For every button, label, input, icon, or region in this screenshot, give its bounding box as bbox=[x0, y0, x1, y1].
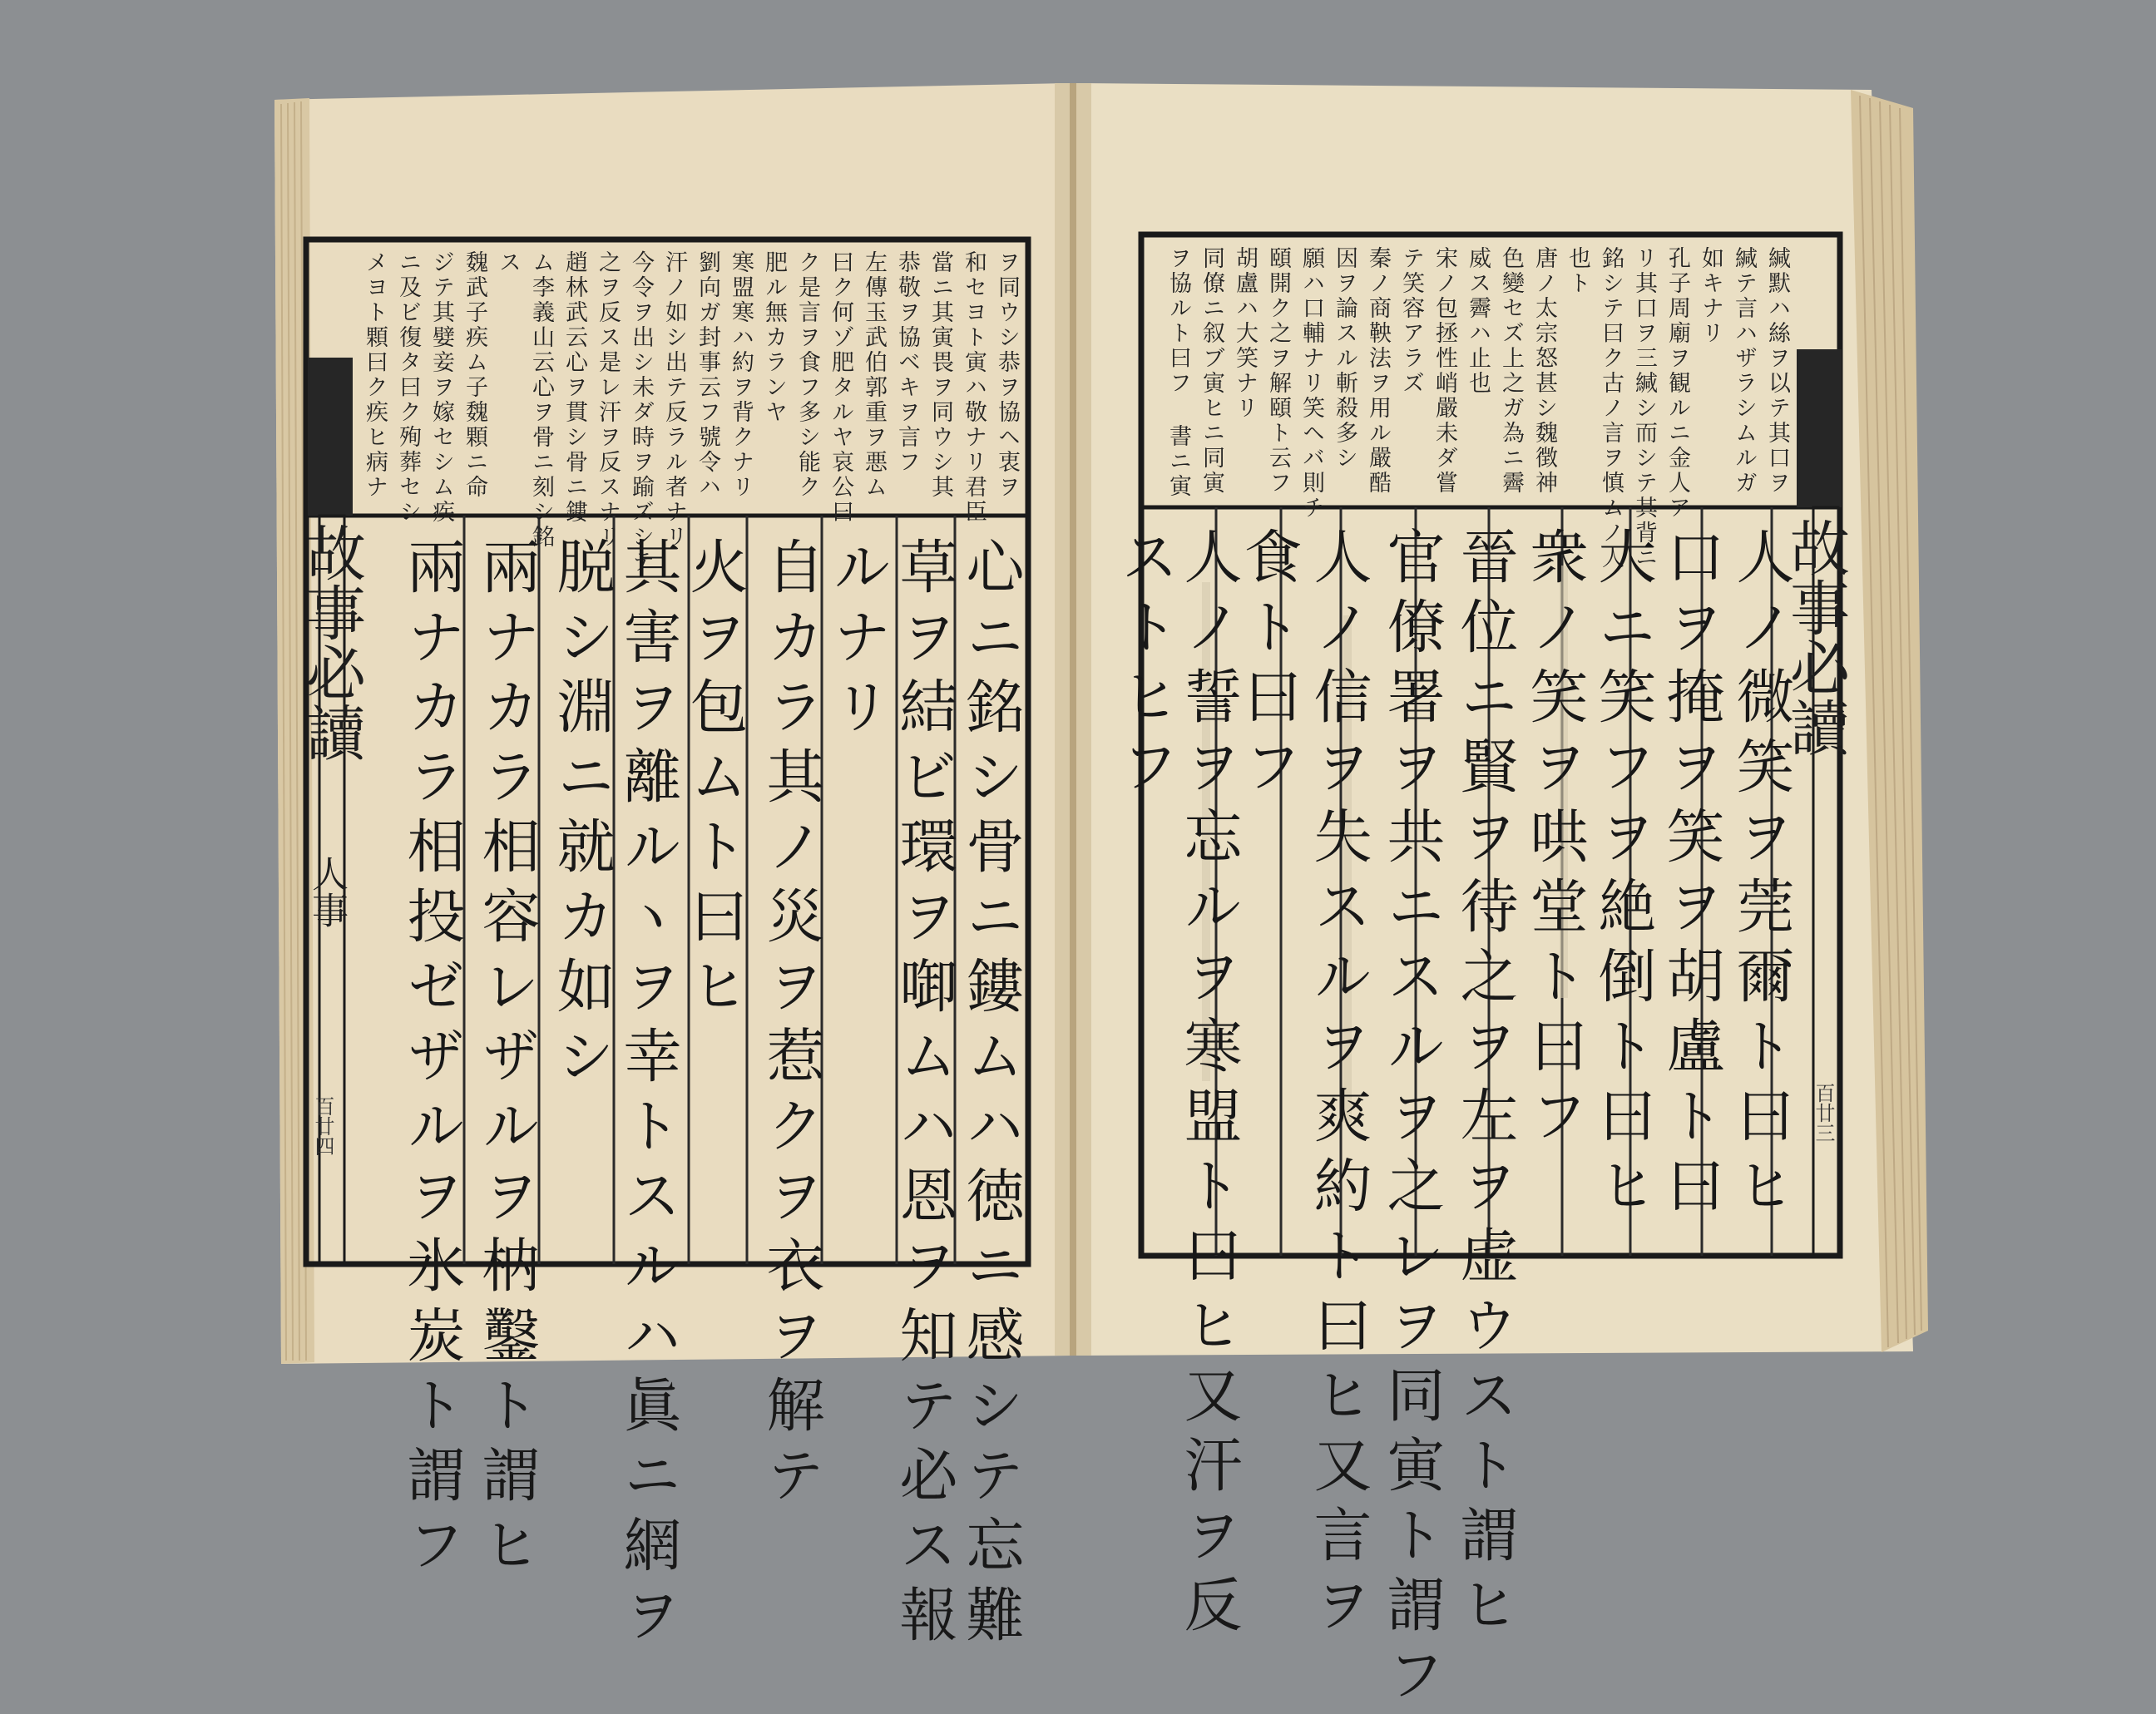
left-note: 今令ヲ出シ未ダ時ヲ踰ズシテ bbox=[628, 250, 654, 575]
right-note: テ笑容アラズ bbox=[1398, 246, 1424, 396]
left-note: 魏武子疾ム子魏顆ニ命 bbox=[462, 250, 487, 500]
left-main-column: 脱シ淵ニ就カ如シ bbox=[547, 536, 616, 1095]
right-note: 因ヲ論スル斬殺多シ bbox=[1332, 246, 1357, 471]
left-note: 趙林武云心ヲ貫シ骨ニ鏤 bbox=[561, 250, 587, 525]
left-notes bbox=[349, 245, 1023, 575]
right-note: 也ト bbox=[1565, 246, 1590, 296]
right-note: 頤開ク之ヲ解頤ト云フ bbox=[1265, 246, 1291, 496]
left-note: ジテ其嬖妾ヲ嫁セシム疾 bbox=[428, 250, 454, 525]
left-side-title: 故事必讀 bbox=[296, 522, 366, 762]
right-note: 同僚ニ叙ブ寅ヒニ同寅 bbox=[1199, 246, 1224, 496]
right-note: 唐ノ太宗怒甚シ魏徴神 bbox=[1531, 246, 1557, 496]
right-main-column: 人ノ誓ヲ忘ルヲ寒盟ト曰ヒ又汗ヲ反 bbox=[1174, 526, 1243, 1644]
left-note: ニ及ビ復タ曰ク殉葬セシ bbox=[395, 250, 421, 525]
left-main-column: 心ニ銘シ骨ニ鏤ムハ徳ニ感シテ忘難 bbox=[957, 536, 1025, 1654]
right-main-column: 官僚署ヲ共ニスルヲ之レヲ同寅ト謂フ bbox=[1377, 526, 1446, 1714]
left-note: 當ニ其寅畏ヲ同ウシ其 bbox=[927, 250, 953, 500]
right-note: ヲ協ルト曰フ 書ニ寅 bbox=[1165, 246, 1191, 499]
left-note: 左傳玉武伯郭重ヲ悪ム bbox=[861, 250, 887, 500]
right-main-column: 人ノ微笑ヲ莞爾ト曰ヒ bbox=[1727, 526, 1795, 1225]
left-note: 恭敬ヲ協ベキヲ言フ bbox=[894, 250, 920, 475]
left-note: 寒盟寒ハ約ヲ背クナリ bbox=[728, 250, 754, 500]
left-note: ク是言ヲ食フ多シ能ク bbox=[794, 250, 820, 500]
left-note: 和セヨト寅ハ敬ナリ君臣 bbox=[961, 250, 987, 525]
right-main-column: 食ト曰フ bbox=[1234, 526, 1303, 806]
left-main-column: 其害ヲ離ルヽヲ幸トスルハ眞ニ網ヲ bbox=[614, 536, 682, 1654]
right-note: 緘默ハ絲ヲ以テ其口ヲ bbox=[1764, 246, 1790, 496]
right-main-column: 人ノ信ヲ失スルヲ爽約ト曰ヒ又言ヲ bbox=[1304, 526, 1372, 1644]
left-note: 曰ク何ゾ肥タルヤ哀公曰 bbox=[828, 250, 853, 525]
right-note: 秦ノ商鞅法ヲ用ル嚴酷 bbox=[1365, 246, 1391, 496]
left-note: ヲ同ウシ恭ヲ協ヘ衷ヲ bbox=[994, 250, 1020, 500]
left-main-column: 草ヲ結ビ環ヲ啣ムハ恩ヲ知テ必ス報 bbox=[890, 536, 958, 1654]
right-main-column: 大ニ笑フヲ絶倒ト曰ヒ bbox=[1589, 526, 1657, 1225]
left-main-column: 自カラ其ノ災ヲ惹クヲ衣ヲ解テ bbox=[757, 536, 825, 1514]
right-note: 胡盧ハ大笑ナリ bbox=[1232, 246, 1258, 421]
right-main-column: ストヒフ bbox=[1111, 526, 1179, 806]
right-note: 宋ノ包拯性峭嚴未ダ嘗 bbox=[1432, 246, 1457, 496]
right-note: 銘シテ曰ク古ノ言ヲ慎ムノ人 bbox=[1598, 246, 1624, 571]
right-main-column: 口ヲ掩ヲ笑ヲ胡盧ト曰 bbox=[1657, 526, 1725, 1225]
left-main-column: 兩ナカラ相容レザルヲ枘鑿ト謂ヒ bbox=[472, 536, 541, 1584]
left-main-column: ルナリ bbox=[823, 536, 892, 746]
right-side-title: 故事必讀 bbox=[1780, 517, 1850, 757]
right-main-column: 晉位ニ賢ヲ待之ヲ左ヲ虚ウスト謂ヒ bbox=[1451, 526, 1519, 1644]
right-note: 孔子周廟ヲ観ルニ金人ア bbox=[1664, 246, 1690, 521]
right-note: リ其口ヲ三緘シ而シテ其背ニ bbox=[1631, 246, 1657, 571]
left-main-column: 火ヲ包ムト曰ヒ bbox=[680, 536, 749, 1025]
left-note: 汗ノ如シ出テ反ラル者ナリ bbox=[661, 250, 687, 550]
right-note: 願ハ口輔ナリ笑ヘバ則チ bbox=[1298, 246, 1324, 521]
left-main-text bbox=[349, 520, 1025, 1654]
right-folio: 百廿三 bbox=[1812, 1083, 1835, 1143]
left-note: ス bbox=[495, 250, 521, 275]
left-note: 肥ル無カランヤ bbox=[761, 250, 787, 425]
right-notes bbox=[1145, 241, 1793, 571]
left-note: ム李義山云心ヲ骨ニ刻シ銘 bbox=[528, 250, 554, 550]
left-section-label: 人事 bbox=[305, 855, 348, 928]
right-main-column: 衆ノ笑ヲ哄堂ト曰フ bbox=[1521, 526, 1589, 1155]
right-note: 緘テ言ハザラシムルガ bbox=[1731, 246, 1757, 496]
left-note: メヨト顆曰ク疾ヒ病ナ bbox=[362, 250, 388, 500]
right-note: 威ス霽ハ止也 bbox=[1465, 246, 1491, 396]
left-note: 之ヲ反ス是レ汗ヲ反スナリ bbox=[595, 250, 621, 550]
left-note: 劉向ガ封事云フ號令ハ bbox=[695, 250, 720, 500]
right-note: 如キナリ bbox=[1698, 246, 1723, 346]
right-note: 色變セズ上之ガ為ニ霽 bbox=[1498, 246, 1524, 496]
left-main-column: 兩ナカラ相投ゼザルヲ氷炭ト謂フ bbox=[398, 536, 466, 1584]
left-folio: 百廿四 bbox=[311, 1096, 334, 1156]
right-main-text bbox=[1111, 511, 1795, 1714]
